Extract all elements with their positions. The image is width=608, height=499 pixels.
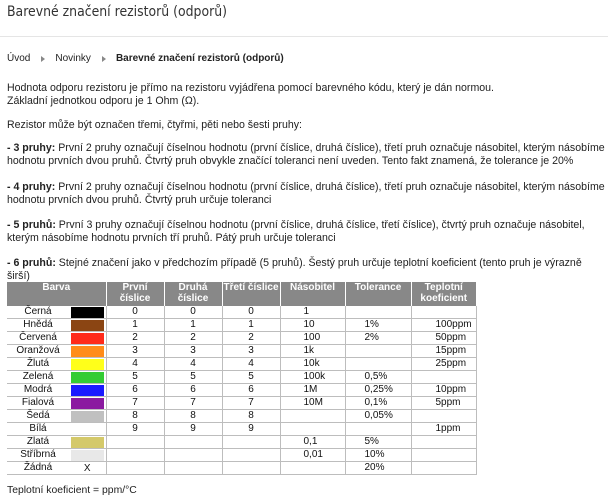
color-swatch [69,306,106,319]
multiplier: 0,01 [280,449,345,462]
color-name: Černá [7,306,69,319]
table-row [7,371,476,384]
first-digit: 8 [106,410,164,423]
color-swatch [69,436,106,449]
color-swatch [69,332,106,345]
first-digit [106,449,164,462]
table-row [7,358,476,371]
multiplier: 1M [280,384,345,397]
color-name: Stříbrná [7,449,69,462]
tolerance [345,345,411,358]
tolerance: 0,5% [345,371,411,384]
color-swatch-fill [71,424,104,435]
intro-line-1: Hodnota odporu rezistoru je přímo na rezistoru vyjádřena pomocí barevného kódu, který je dán normou. [7,82,494,94]
color-swatch [69,371,106,384]
temperature-coefficient: 10ppm [411,384,476,397]
color-swatch-fill: X [71,463,104,474]
temperature-coefficient: 1ppm [411,423,476,436]
section-label: - 3 pruhy: [7,142,56,154]
tolerance [345,423,411,436]
temperature-coefficient [411,371,476,384]
color-name: Žádná [7,462,69,475]
tolerance: 2% [345,332,411,345]
color-name: Oranžová [7,345,69,358]
tolerance: 1% [345,319,411,332]
temperature-coefficient: 50ppm [411,332,476,345]
header-nasobitel: Násobitel [280,282,345,306]
table-row [7,410,476,423]
second-digit: 0 [164,306,222,319]
section-text: První 2 pruhy označují číselnou hodnotu (první číslice, druhá číslice), třetí pruh označuje násobitel, kterým násobíme hodnotu prvních dvou pruhů. Čtvrtý pruh obvykle značící toleranci není uveden. Tento fakt znamená, že tolerance je 20% [7,142,605,167]
multiplier: 10 [280,319,345,332]
color-swatch [69,358,106,371]
multiplier: 1k [280,345,345,358]
color-name: Červená [7,332,69,345]
third-digit [222,462,280,475]
breadcrumb-link-uvod[interactable]: Úvod [7,53,31,64]
table-row [7,436,476,449]
third-digit: 1 [222,319,280,332]
tolerance: 0,25% [345,384,411,397]
first-digit: 7 [106,397,164,410]
title-divider [0,36,608,37]
color-swatch [69,449,106,462]
third-digit: 8 [222,410,280,423]
color-swatch [69,462,106,475]
second-digit: 9 [164,423,222,436]
section-3-pruhy [7,142,605,168]
page-title: Barevné značení rezistorů (odporů) [7,4,227,20]
first-digit [106,462,164,475]
third-digit: 7 [222,397,280,410]
intro-paragraph [7,82,494,108]
tolerance [345,358,411,371]
third-digit: 0 [222,306,280,319]
multiplier: 100 [280,332,345,345]
temperature-coefficient: 5ppm [411,397,476,410]
temperature-coefficient [411,436,476,449]
header-druha-cislice: Druhá číslice [164,282,222,306]
temperature-coefficient [411,462,476,475]
header-treti-cislice: Třetí číslice [222,282,280,306]
color-swatch-fill [71,385,104,396]
color-swatch-fill [71,450,104,461]
multiplier: 10M [280,397,345,410]
color-swatch-fill [71,411,104,422]
tolerance: 5% [345,436,411,449]
color-swatch [69,345,106,358]
footnote: Teplotní koeficient = ppm/°C [7,485,137,496]
multiplier [280,423,345,436]
second-digit: 2 [164,332,222,345]
color-swatch [69,397,106,410]
color-swatch-fill [71,333,104,344]
breadcrumb-link-novinky[interactable]: Novinky [55,53,91,64]
table-header-row [7,282,476,306]
section-6-pruhu [7,257,605,283]
breadcrumb-separator-icon [102,56,106,62]
second-digit [164,462,222,475]
table-row [7,384,476,397]
first-digit: 4 [106,358,164,371]
color-name: Hnědá [7,319,69,332]
tolerance: 10% [345,449,411,462]
first-digit [106,436,164,449]
table-row [7,449,476,462]
color-swatch-fill [71,359,104,370]
tolerance: 20% [345,462,411,475]
table-row [7,319,476,332]
third-digit: 4 [222,358,280,371]
second-digit: 8 [164,410,222,423]
second-digit: 6 [164,384,222,397]
table-row [7,306,476,319]
temperature-coefficient [411,306,476,319]
header-tolerance: Tolerance [345,282,411,306]
color-swatch-fill [71,372,104,383]
color-swatch [69,384,106,397]
resistor-color-table [7,282,477,475]
section-text: První 3 pruhy označují číselnou hodnotu (první číslice, druhá číslice, třetí číslice), čtvrtý pruh označuje násobitel, kterým násobíme hodnotu prvních tří pruhů. Pátý pruh určuje toleranci [7,219,585,244]
multiplier [280,462,345,475]
table-row [7,423,476,436]
first-digit: 2 [106,332,164,345]
color-name: Bílá [7,423,69,436]
color-name: Zelená [7,371,69,384]
temperature-coefficient: 25ppm [411,358,476,371]
header-prvni-cislice: První číslice [106,282,164,306]
section-label: - 4 pruhy: [7,181,56,193]
color-swatch-fill [71,346,104,357]
temperature-coefficient: 15ppm [411,345,476,358]
second-digit: 3 [164,345,222,358]
tolerance [345,306,411,319]
color-name: Fialová [7,397,69,410]
tolerance: 0,05% [345,410,411,423]
color-name: Šedá [7,410,69,423]
first-digit: 6 [106,384,164,397]
intro-line-2: Základní jednotkou odporu je 1 Ohm (Ω). [7,95,200,107]
breadcrumb-separator-icon [41,56,45,62]
section-label: - 6 pruhů: [7,257,56,269]
color-name: Modrá [7,384,69,397]
table-row [7,462,476,475]
table-row [7,332,476,345]
color-swatch-fill [71,437,104,448]
third-digit: 5 [222,371,280,384]
second-digit: 1 [164,319,222,332]
first-digit: 0 [106,306,164,319]
first-digit: 9 [106,423,164,436]
breadcrumb-current: Barevné značení rezistorů (odporů) [115,53,284,64]
lead-paragraph: Rezistor může být označen třemi, čtyřmi, pěti nebo šesti pruhy: [7,119,302,131]
header-barva: Barva [7,282,106,306]
tolerance: 0,1% [345,397,411,410]
table-row [7,397,476,410]
color-name: Žlutá [7,358,69,371]
second-digit [164,436,222,449]
third-digit: 9 [222,423,280,436]
table-row [7,345,476,358]
section-text: Stejné značení jako v předchozím případě (5 pruhů). Šestý pruh určuje teplotní koeficient (tento pruh je výrazně širší) [7,257,582,282]
first-digit: 5 [106,371,164,384]
multiplier: 0,1 [280,436,345,449]
multiplier: 10k [280,358,345,371]
color-name: Zlatá [7,436,69,449]
first-digit: 3 [106,345,164,358]
header-teplotni-koeficient: Teplotní koeficient [411,282,476,306]
second-digit [164,449,222,462]
breadcrumb [7,53,284,64]
temperature-coefficient: 100ppm [411,319,476,332]
third-digit: 2 [222,332,280,345]
color-swatch-fill [71,320,104,331]
multiplier: 100k [280,371,345,384]
section-4-pruhy [7,181,605,207]
multiplier: 1 [280,306,345,319]
third-digit [222,436,280,449]
section-5-pruhu [7,219,605,245]
section-text: První 2 pruhy označují číselnou hodnotu (první číslice, druhá číslice), třetí pruh označuje násobitel, kterým násobíme hodnotu prvních dvou pruhů. Čtvrtý pruh určuje toleranci [7,181,605,206]
first-digit: 1 [106,319,164,332]
color-swatch [69,319,106,332]
second-digit: 7 [164,397,222,410]
temperature-coefficient [411,410,476,423]
color-swatch-fill [71,307,104,318]
color-swatch [69,423,106,436]
color-swatch-fill [71,398,104,409]
color-swatch [69,410,106,423]
second-digit: 5 [164,371,222,384]
third-digit [222,449,280,462]
temperature-coefficient [411,449,476,462]
third-digit: 6 [222,384,280,397]
section-label: - 5 pruhů: [7,219,56,231]
table-body [7,306,476,475]
third-digit: 3 [222,345,280,358]
second-digit: 4 [164,358,222,371]
multiplier [280,410,345,423]
